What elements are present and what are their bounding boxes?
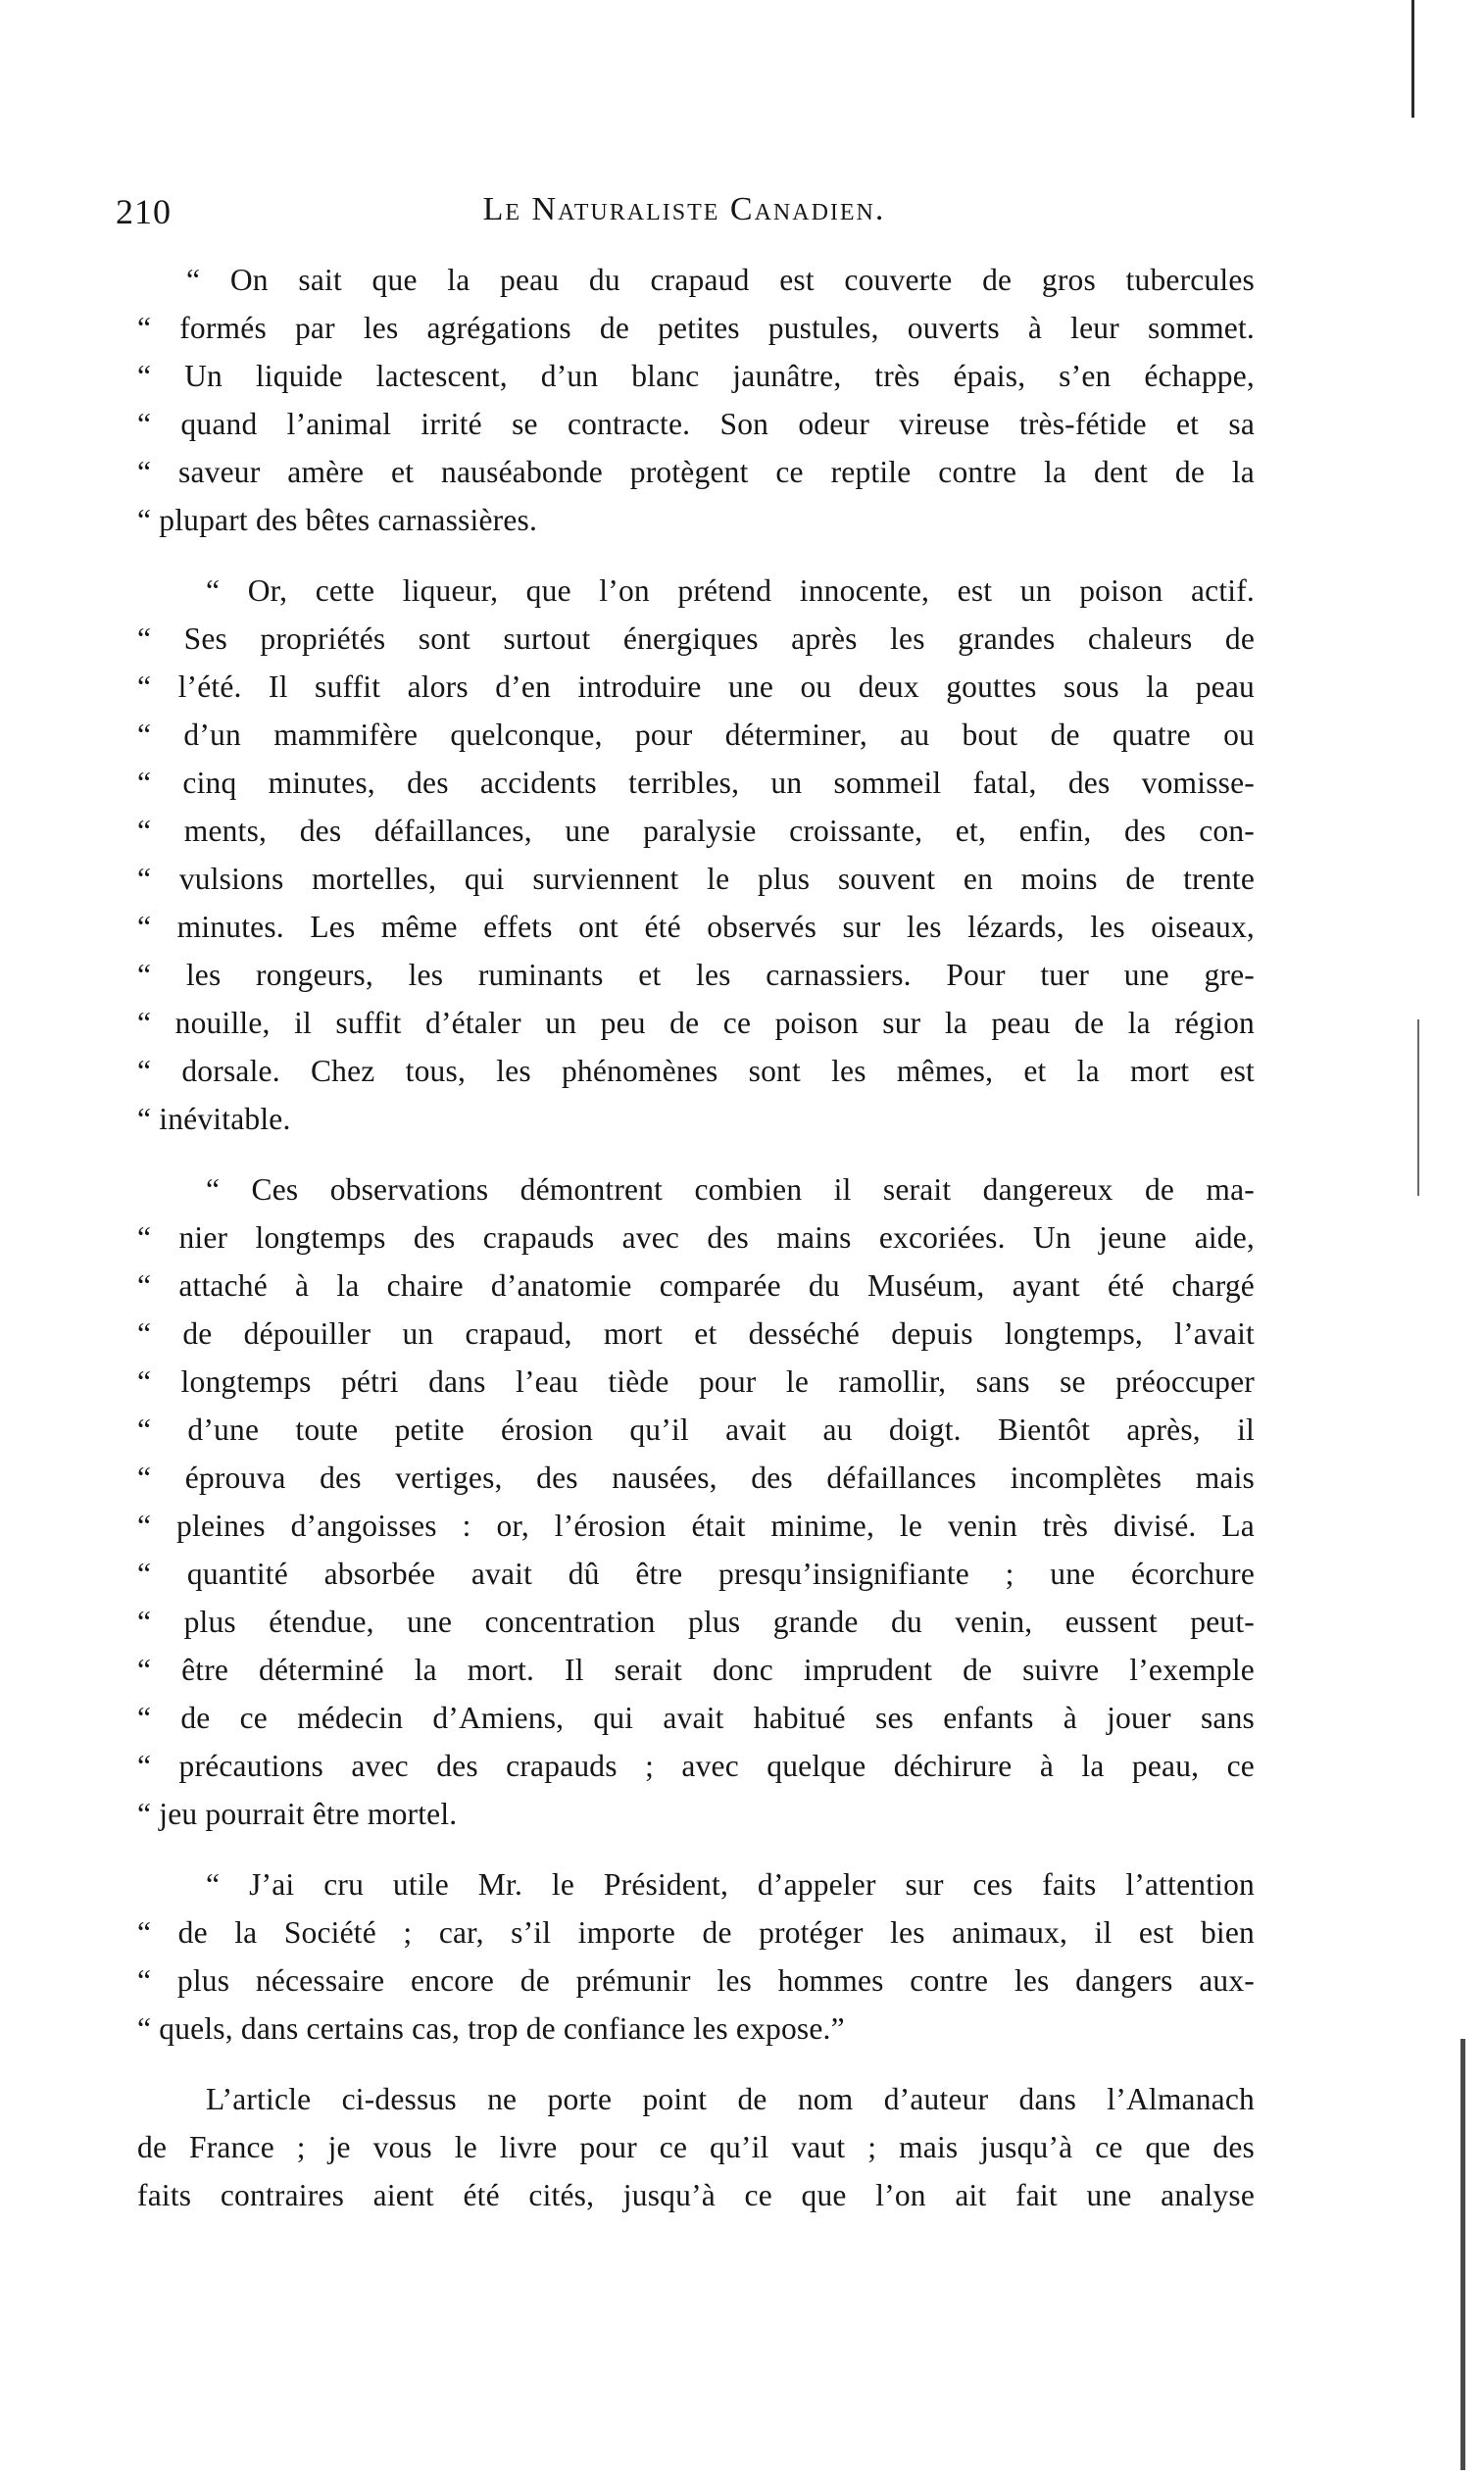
text-line: “ attaché à la chaire d’anatomie comparée du Muséum, ayant été chargé	[137, 1268, 1255, 1303]
scan-edge-mark	[1460, 2039, 1465, 2470]
running-title: Le Naturaliste Canadien.	[482, 191, 886, 227]
text-line: “ quantité absorbée avait dû être presqu’insignifiante ; une écorchure	[137, 1557, 1255, 1591]
text-line: “ précautions avec des crapauds ; avec quelque déchirure à la peau, ce	[137, 1749, 1255, 1783]
text-line: “ être déterminé la mort. Il serait donc imprudent de suivre l’exemple	[137, 1653, 1255, 1687]
text-line: “ de dépouiller un crapaud, mort et desséché depuis longtemps, l’avait	[137, 1316, 1255, 1351]
text-line: “ nouille, il suffit d’étaler un peu de ce poison sur la peau de la région	[137, 1006, 1255, 1040]
text-line: “ minutes. Les même effets ont été observés sur les lézards, les oiseaux,	[137, 910, 1255, 944]
text-line: “ de la Société ; car, s’il importe de protéger les animaux, il est bien	[137, 1915, 1255, 1950]
text-line: “ éprouva des vertiges, des nausées, des défaillances incomplètes mais	[137, 1461, 1255, 1495]
text-line: “ de ce médecin d’Amiens, qui avait habitué ses enfants à jouer sans	[137, 1701, 1255, 1735]
text-line: “ saveur amère et nauséabonde protègent ce reptile contre la dent de la	[137, 455, 1255, 489]
text-line: “ plus nécessaire encore de prémunir les hommes contre les dangers aux-	[137, 1963, 1255, 1998]
page-number: 210	[116, 192, 172, 231]
text-line: “ Un liquide lactescent, d’un blanc jaunâtre, très épais, s’en échappe,	[137, 359, 1255, 393]
text-line: “ plupart des bêtes carnassières.	[137, 503, 538, 537]
text-line: “ J’ai cru utile Mr. le Président, d’appeler sur ces faits l’attention	[206, 1867, 1255, 1902]
text-line: “ formés par les agrégations de petites pustules, ouverts à leur sommet.	[137, 311, 1255, 345]
text-line: “ ments, des défaillances, une paralysie croissante, et, enfin, des con-	[137, 814, 1255, 848]
text-line: “ On sait que la peau du crapaud est couverte de gros tubercules	[186, 263, 1255, 297]
text-line: “ quels, dans certains cas, trop de confiance les expose.”	[137, 2011, 845, 2046]
text-line: “ nier longtemps des crapauds avec des mains excoriées. Un jeune aide,	[137, 1220, 1255, 1255]
text-line: “ d’un mammifère quelconque, pour déterminer, au bout de quatre ou	[137, 718, 1255, 752]
text-line: faits contraires aient été cités, jusqu’à ce que l’on ait fait une analyse	[137, 2178, 1255, 2212]
text-line: “ plus étendue, une concentration plus grande du venin, eussent peut-	[137, 1605, 1255, 1639]
text-line: “ les rongeurs, les ruminants et les carnassiers. Pour tuer une gre-	[137, 958, 1255, 992]
scan-edge-mark	[1411, 0, 1414, 118]
text-line: “ Ces observations démontrent combien il serait dangereux de ma-	[206, 1172, 1255, 1207]
scan-edge-mark	[1417, 1019, 1419, 1196]
text-line: “ l’été. Il suffit alors d’en introduire une ou deux gouttes sous la peau	[137, 669, 1255, 704]
text-line: “ quand l’animal irrité se contracte. Son odeur vireuse très-fétide et sa	[137, 407, 1255, 441]
text-line: “ longtemps pétri dans l’eau tiède pour le ramollir, sans se préoccuper	[137, 1364, 1255, 1399]
text-line: L’article ci-dessus ne porte point de nom d’auteur dans l’Almanach	[206, 2082, 1255, 2116]
text-line: “ Or, cette liqueur, que l’on prétend innocente, est un poison actif.	[206, 573, 1255, 608]
text-line: “ cinq minutes, des accidents terribles, un sommeil fatal, des vomisse-	[137, 766, 1255, 800]
text-line: “ pleines d’angoisses : or, l’érosion était minime, le venin très divisé. La	[137, 1509, 1255, 1543]
page-header	[116, 191, 1253, 240]
text-line: de France ; je vous le livre pour ce qu’il vaut ; mais jusqu’à ce que des	[137, 2130, 1255, 2164]
text-line: “ Ses propriétés sont surtout énergiques après les grandes chaleurs de	[137, 621, 1255, 656]
text-line: “ jeu pourrait être mortel.	[137, 1797, 458, 1831]
text-line: “ d’une toute petite érosion qu’il avait au doigt. Bientôt après, il	[137, 1412, 1255, 1447]
text-line: “ inévitable.	[137, 1102, 291, 1136]
text-line: “ dorsale. Chez tous, les phénomènes sont les mêmes, et la mort est	[137, 1054, 1255, 1088]
text-line: “ vulsions mortelles, qui surviennent le plus souvent en moins de trente	[137, 862, 1255, 896]
